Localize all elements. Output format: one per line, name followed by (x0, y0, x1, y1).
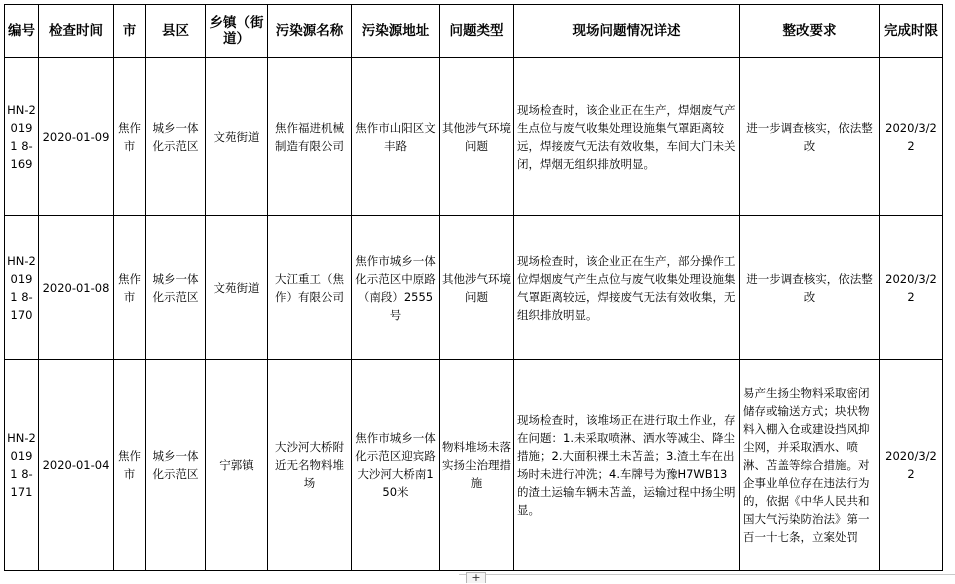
cell-details[interactable]: 现场检查时，该企业正在生产，部分操作工位焊烟废气产生点位与废气收集处理设施集气罩距离较远，焊接废气无法有效收集，无组织排放明显。 (514, 216, 740, 360)
cell-id[interactable]: HN-20191 8-170 (5, 216, 39, 360)
header-date[interactable]: 检查时间 (39, 5, 114, 58)
header-address[interactable]: 污染源地址 (352, 5, 440, 58)
table-row (5, 216, 943, 360)
cell-town[interactable]: 宁郭镇 (206, 360, 268, 571)
cell-deadline[interactable]: 2020/3/22 (880, 216, 943, 360)
spreadsheet-sheet (4, 4, 943, 571)
table-row (5, 58, 943, 216)
cell-id[interactable]: HN-20191 8-169 (5, 58, 39, 216)
cell-county[interactable]: 城乡一体化示范区 (146, 360, 206, 571)
header-county[interactable]: 县区 (146, 5, 206, 58)
cell-county[interactable]: 城乡一体化示范区 (146, 216, 206, 360)
cell-county[interactable]: 城乡一体化示范区 (146, 58, 206, 216)
header-id[interactable]: 编号 (5, 5, 39, 58)
cell-source-name[interactable]: 焦作福进机械制造有限公司 (268, 58, 352, 216)
cell-source-name[interactable]: 大江重工（焦作）有限公司 (268, 216, 352, 360)
cell-city[interactable]: 焦作市 (114, 216, 146, 360)
cell-problem-type[interactable]: 其他涉气环境问题 (440, 58, 514, 216)
cell-deadline[interactable]: 2020/3/22 (880, 58, 943, 216)
header-problem-type[interactable]: 问题类型 (440, 5, 514, 58)
header-town[interactable]: 乡镇（街道） (206, 5, 268, 58)
header-city[interactable]: 市 (114, 5, 146, 58)
cell-requirement[interactable]: 易产生扬尘物料采取密闭储存或输送方式；块状物料入棚入仓或建设挡风抑尘网，并采取洒水、喷淋、苫盖等综合措施。对企事业单位存在违法行为的，依据《中华人民共和国大气污染防治法》第一百一十七条，立案处罚 (740, 360, 880, 571)
cell-date[interactable]: 2020-01-08 (39, 216, 114, 360)
cell-source-name[interactable]: 大沙河大桥附近无名物料堆场 (268, 360, 352, 571)
header-source-name[interactable]: 污染源名称 (268, 5, 352, 58)
cell-city[interactable]: 焦作市 (114, 58, 146, 216)
header-requirement[interactable]: 整改要求 (740, 5, 880, 58)
cell-requirement[interactable]: 进一步调查核实，依法整改 (740, 58, 880, 216)
cell-address[interactable]: 焦作市城乡一体化示范区迎宾路大沙河大桥南150米 (352, 360, 440, 571)
cell-address[interactable]: 焦作市城乡一体化示范区中原路（南段）2555号 (352, 216, 440, 360)
cell-city[interactable]: 焦作市 (114, 360, 146, 571)
add-row-handle[interactable]: + (466, 572, 486, 583)
cell-problem-type[interactable]: 其他涉气环境问题 (440, 216, 514, 360)
cell-id[interactable]: HN-20191 8-171 (5, 360, 39, 571)
cell-problem-type[interactable]: 物料堆场未落实扬尘治理措施 (440, 360, 514, 571)
cell-town[interactable]: 文苑街道 (206, 216, 268, 360)
cell-address[interactable]: 焦作市山阳区文丰路 (352, 58, 440, 216)
cell-date[interactable]: 2020-01-04 (39, 360, 114, 571)
cell-date[interactable]: 2020-01-09 (39, 58, 114, 216)
cell-details[interactable]: 现场检查时，该堆场正在进行取土作业，存在问题：1.未采取喷淋、洒水等减尘、降尘措施；2.大面积裸土未苫盖；3.渣土车在出场时未进行冲洗；4.车牌号为豫H7WB13的渣土运输车辆未苫盖，运输过程中扬尘明显。 (514, 360, 740, 571)
sheet-bottom-edge (459, 574, 955, 575)
header-row (5, 5, 943, 58)
header-deadline[interactable]: 完成时限 (880, 5, 943, 58)
cell-town[interactable]: 文苑街道 (206, 58, 268, 216)
cell-details[interactable]: 现场检查时，该企业正在生产，焊烟废气产生点位与废气收集处理设施集气罩距离较远，焊接废气无法有效收集，车间大门未关闭，焊烟无组织排放明显。 (514, 58, 740, 216)
header-details[interactable]: 现场问题情况详述 (514, 5, 740, 58)
inspection-table (4, 4, 943, 571)
cell-requirement[interactable]: 进一步调查核实，依法整改 (740, 216, 880, 360)
table-row (5, 360, 943, 571)
cell-deadline[interactable]: 2020/3/22 (880, 360, 943, 571)
